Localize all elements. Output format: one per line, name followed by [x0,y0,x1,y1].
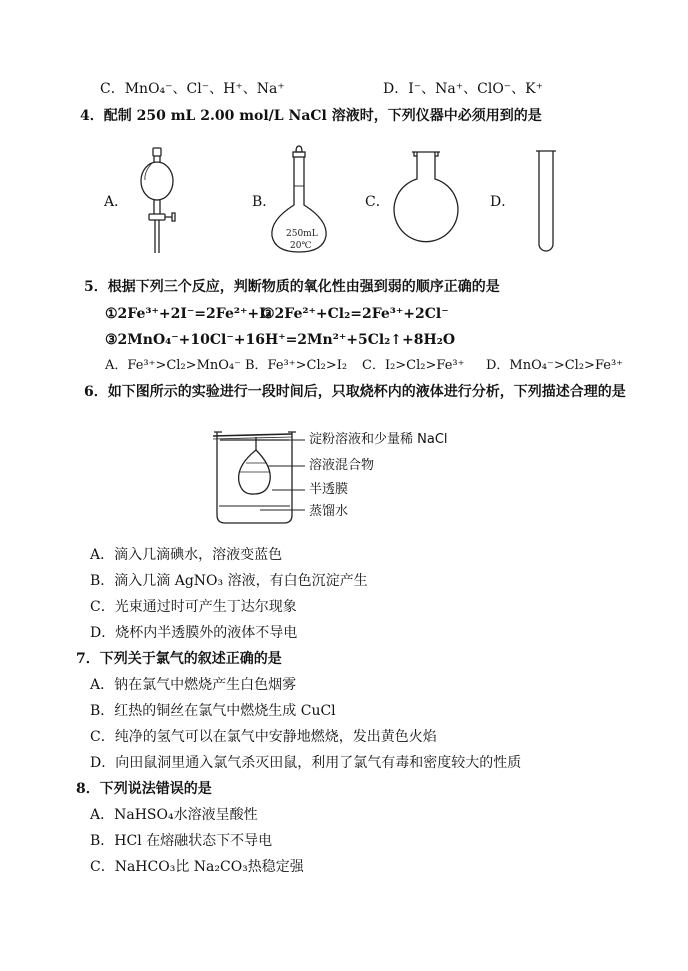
q3-option-d: D．I⁻、Na⁺、ClO⁻、K⁺ [383,81,544,97]
q4-option-b: B． [252,194,277,210]
q7-option-a: A．钠在氯气中燃烧产生白色烟雾 [90,677,297,693]
q4-option-a: A． [104,194,129,210]
q6-figure-label-mixture: 溶液混合物 [309,458,375,473]
q7-stem: 7．下列关于氯气的叙述正确的是 [76,651,282,667]
separatory-funnel-icon [141,148,175,253]
q8-stem: 8．下列说法错误的是 [76,781,212,797]
test-tube-icon [536,151,556,251]
round-bottom-flask-icon [394,152,458,242]
q6-figure-label-water: 蒸馏水 [309,504,349,519]
q4-option-d: D． [490,194,516,210]
figure-leader-lines [260,440,305,510]
q6-option-d: D．烧杯内半透膜外的液体不导电 [90,625,298,641]
q4-stem: 4．配制 250 mL 2.00 mol/L NaCl 溶液时，下列仪器中必须用到的是 [80,108,542,124]
q7-option-d: D．向田鼠洞里通入氯气杀灭田鼠，利用了氯气有毒和密度较大的性质 [90,755,522,771]
dialysis-beaker-icon [213,432,296,523]
q3-option-c: C．MnO₄⁻、Cl⁻、H⁺、Na⁺ [100,81,285,97]
q5-option-b: B．Fe³⁺>Cl₂>I₂ [245,358,348,373]
q6-figure-label-starch-nacl: 淀粉溶液和少量稀 NaCl [309,432,448,447]
q5-reaction-1: ①2Fe³⁺+2I⁻=2Fe²⁺+I₂ [105,306,272,322]
q6-figure-label-membrane: 半透膜 [309,482,349,497]
flask-mark-temp: 20℃ [290,241,312,251]
q6-option-a: A．滴入几滴碘水，溶液变蓝色 [90,547,283,563]
q5-reaction-3: ③2MnO₄⁻+10Cl⁻+16H⁺=2Mn²⁺+5Cl₂↑+8H₂O [105,332,456,348]
q5-stem: 5．根据下列三个反应，判断物质的氧化性由强到弱的顺序正确的是 [84,279,500,295]
q6-option-c: C．光束通过时可产生丁达尔现象 [90,599,297,615]
q7-option-b: B．红热的铜丝在氯气中燃烧生成 CuCl [90,703,336,719]
q5-option-c: C．I₂>Cl₂>Fe³⁺ [362,358,465,373]
q6-option-b: B．滴入几滴 AgNO₃ 溶液，有白色沉淀产生 [90,573,368,589]
q8-option-a: A．NaHSO₄水溶液呈酸性 [90,807,258,823]
q5-option-a: A．Fe³⁺>Cl₂>MnO₄⁻ [105,358,241,373]
q4-option-c: C． [365,194,390,210]
q8-option-b: B．HCl 在熔融状态下不导电 [90,833,273,849]
q5-reaction-2: ②2Fe²⁺+Cl₂=2Fe³⁺+2Cl⁻ [262,306,449,322]
q8-option-c: C．NaHCO₃比 Na₂CO₃热稳定强 [90,859,304,875]
q6-stem: 6．如下图所示的实验进行一段时间后，只取烧杯内的液体进行分析，下列描述合理的是 [84,384,626,400]
q5-option-d: D．MnO₄⁻>Cl₂>Fe³⁺ [486,358,624,373]
flask-mark-volume: 250mL [286,229,318,239]
q7-option-c: C．纯净的氢气可以在氯气中安静地燃烧，发出黄色火焰 [90,729,437,745]
